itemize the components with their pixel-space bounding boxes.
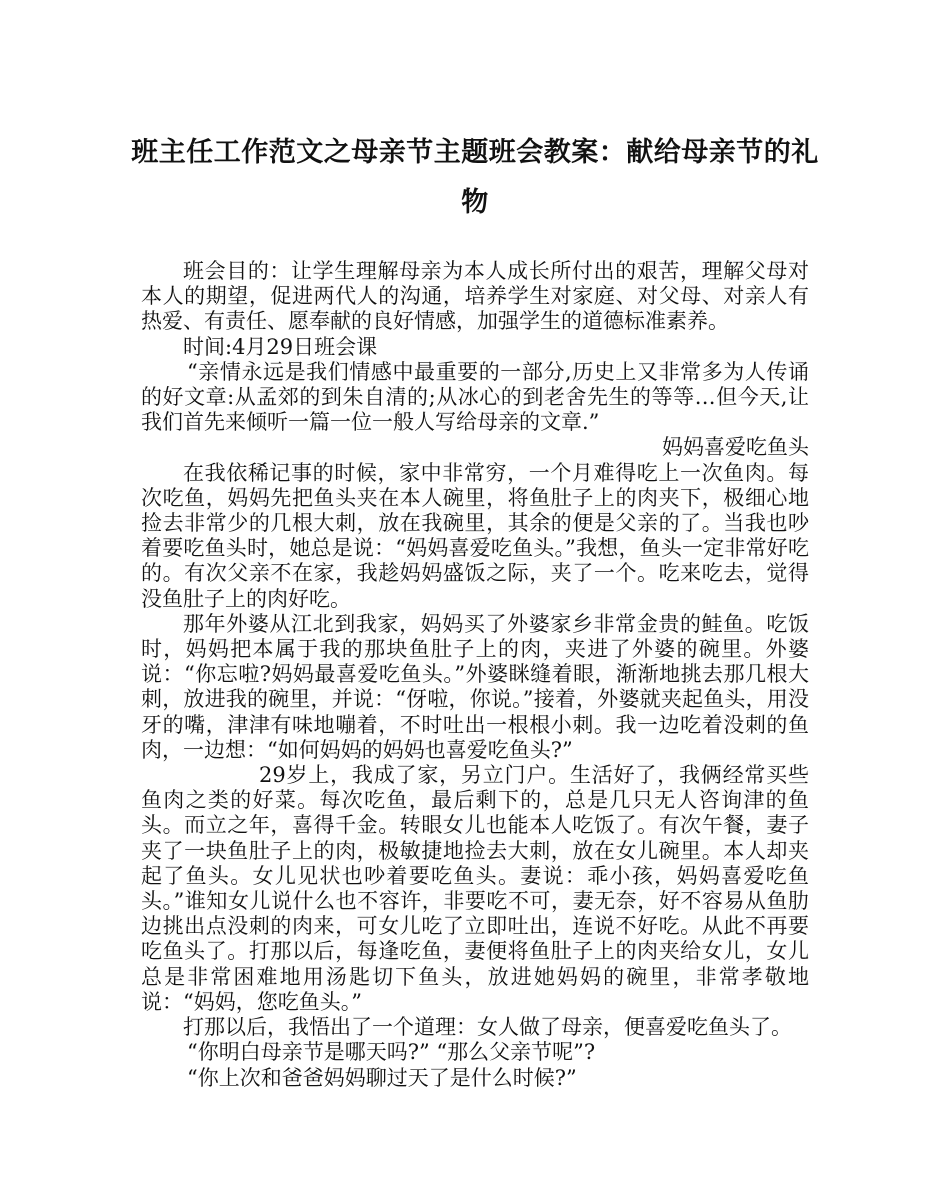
document-title: 班主任工作范文之母亲节主题班会教案：献给母亲节的礼物 xyxy=(131,137,819,218)
paragraph-purpose: 班会目的：让学生理解母亲为本人成长所付出的艰苦，理解父母对本人的期望，促进两代人的沟通，培养学生对家庭、对父母、对亲人有热爱、有责任、愿奉献的良好情感，加强学生的道德标准素养。 xyxy=(141,259,809,334)
document-body xyxy=(141,259,809,1091)
paragraph-grandmother: 那年外婆从江北到我家，妈妈买了外婆家乡非常金贵的鲑鱼。吃饭时，妈妈把本属于我的那块鱼肚子上的肉，夹进了外婆的碗里。外婆说：“你忘啦?妈妈最喜爱吃鱼头。”外婆眯缝着眼，渐渐地挑去那几根大刺，放进我的碗里，并说：“伢啦，你说。”接着，外婆就夹起鱼头，用没牙的嘴，津津有味地嘣着，不时吐出一根根小刺。我一边吃着没刺的鱼肉，一边想：“如何妈妈的妈妈也喜爱吃鱼头?” xyxy=(141,611,809,762)
essay-title: 妈妈喜爱吃鱼头 xyxy=(662,435,809,460)
paragraph-question-2: “你上次和爸爸妈妈聊过天了是什么时候?” xyxy=(187,1065,577,1090)
paragraph-family: 29岁上，我成了家，另立门户。生活好了，我俩经常买些鱼肉之类的好菜。每次吃鱼，最后剩下的，总是几只无人咨询津的鱼头。而立之年，喜得千金。转眼女儿也能本人吃饭了。有次午餐，妻子夹了一块鱼肚子上的肉，极敏捷地捡去大刺，放在女儿碗里。本人却夹起了鱼头。女儿见状也吵着要吃鱼头。妻说：乖小孩，妈妈喜爱吃鱼头。”谁知女儿说什么也不容许，非要吃不可，妻无奈，好不容易从鱼肋边挑出点没刺的肉来，可女儿吃了立即吐出，连说不好吃。从此不再要吃鱼头了。打那以后，每逢吃鱼，妻便将鱼肚子上的肉夹给女儿，女儿总是非常困难地用汤匙切下鱼头，放进她妈妈的碗里，非常孝敬地说：“妈妈，您吃鱼头。” xyxy=(141,763,809,1014)
paragraph-time: 时间:4月29日班会课 xyxy=(183,334,378,359)
paragraph-childhood: 在我依稀记事的时候，家中非常穷，一个月难得吃上一次鱼肉。每次吃鱼，妈妈先把鱼头夹在本人碗里，将鱼肚子上的肉夹下，极细心地捡去非常少的几根大刺，放在我碗里，其余的便是父亲的了。当我也吵着要吃鱼头时，她总是说：“妈妈喜爱吃鱼头。”我想，鱼头一定非常好吃的。有次父亲不在家，我趁妈妈盛饭之际，夹了一个。吃来吃去，觉得没鱼肚子上的肉好吃。 xyxy=(141,460,809,611)
paragraph-conclusion: 打那以后，我悟出了一个道理：女人做了母亲，便喜爱吃鱼头了。 xyxy=(183,1015,792,1040)
paragraph-question-1: “你明白母亲节是哪天吗?” “那么父亲节呢”? xyxy=(187,1040,596,1065)
paragraph-intro-quote: “亲情永远是我们情感中最重要的一部分,历史上又非常多为人传诵的好文章:从孟郊的到朱自清的;从冰心的到老舍先生的等等…但今天,让我们首先来倾听一篇一位一般人写给母亲的文章.” xyxy=(141,359,809,435)
